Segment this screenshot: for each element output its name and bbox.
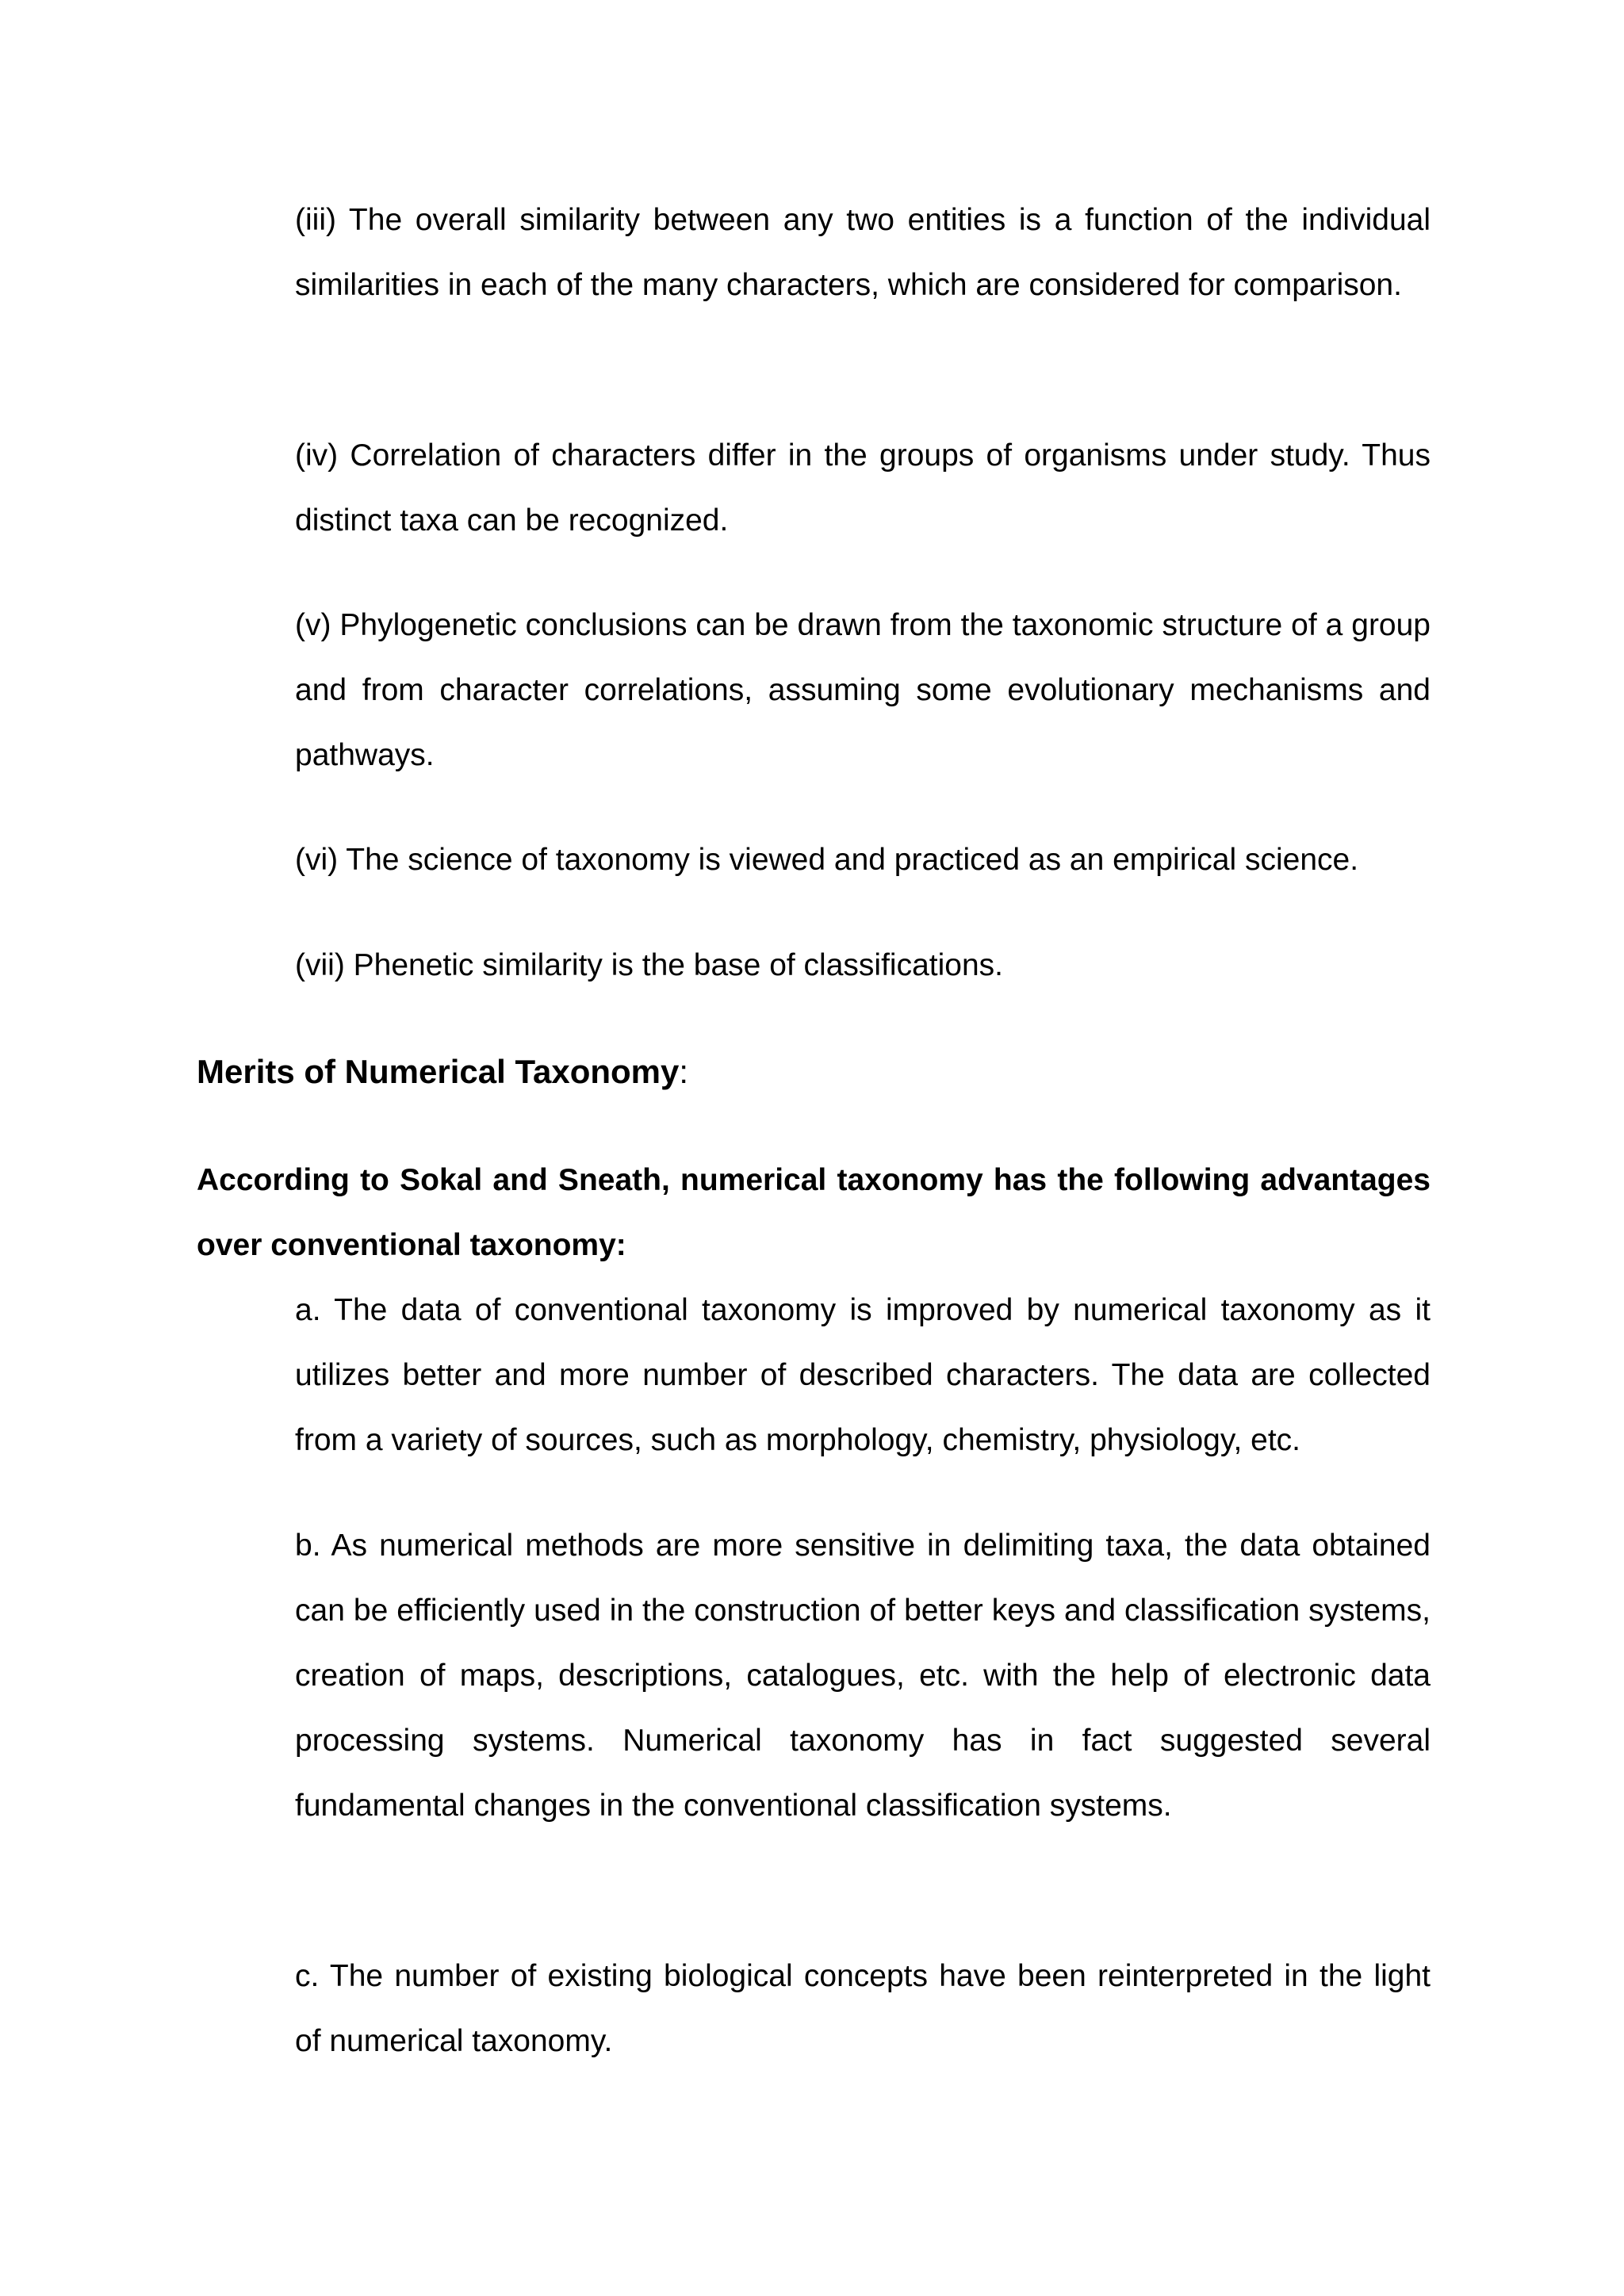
paragraph-vii: (vii) Phenetic similarity is the base of classifications. (295, 948, 1003, 982)
merits-heading-colon: : (679, 1053, 689, 1090)
merit-b: b. As numerical methods are more sensitive in delimiting taxa, the data obtained can be efficiently used in the construction of better keys and classification systems, creation of maps, descriptions, catalogues, etc. with the help of electronic data processing systems. Numerical taxonomy has in fact suggested several fundamental changes in the conventional classification systems. (295, 1529, 1431, 1823)
paragraph-iv: (iv) Correlation of characters differ in the groups of organisms under study. Thus distinct taxa can be recognized. (295, 438, 1431, 538)
merits-heading-text: Merits of Numerical Taxonomy (197, 1053, 680, 1090)
merits-intro: According to Sokal and Sneath, numerical taxonomy has the following advantages over conventional taxonomy: (197, 1163, 1431, 1262)
paragraph-iii: (iii) The overall similarity between any two entities is a function of the individual similarities in each of the many characters, which are considered for comparison. (295, 203, 1431, 302)
paragraph-vi: (vi) The science of taxonomy is viewed and practiced as an empirical science. (295, 843, 1359, 877)
merit-c: c. The number of existing biological concepts have been reinterpreted in the light of numerical taxonomy. (295, 1959, 1431, 2058)
merits-heading (197, 1048, 688, 1096)
merit-a: a. The data of conventional taxonomy is improved by numerical taxonomy as it utilizes better and more number of described characters. The data are collected from a variety of sources, such as morphology, chemistry, physiology, etc. (295, 1293, 1431, 1457)
paragraph-v: (v) Phylogenetic conclusions can be drawn from the taxonomic structure of a group and from character correlations, assuming some evolutionary mechanisms and pathways. (295, 608, 1431, 772)
